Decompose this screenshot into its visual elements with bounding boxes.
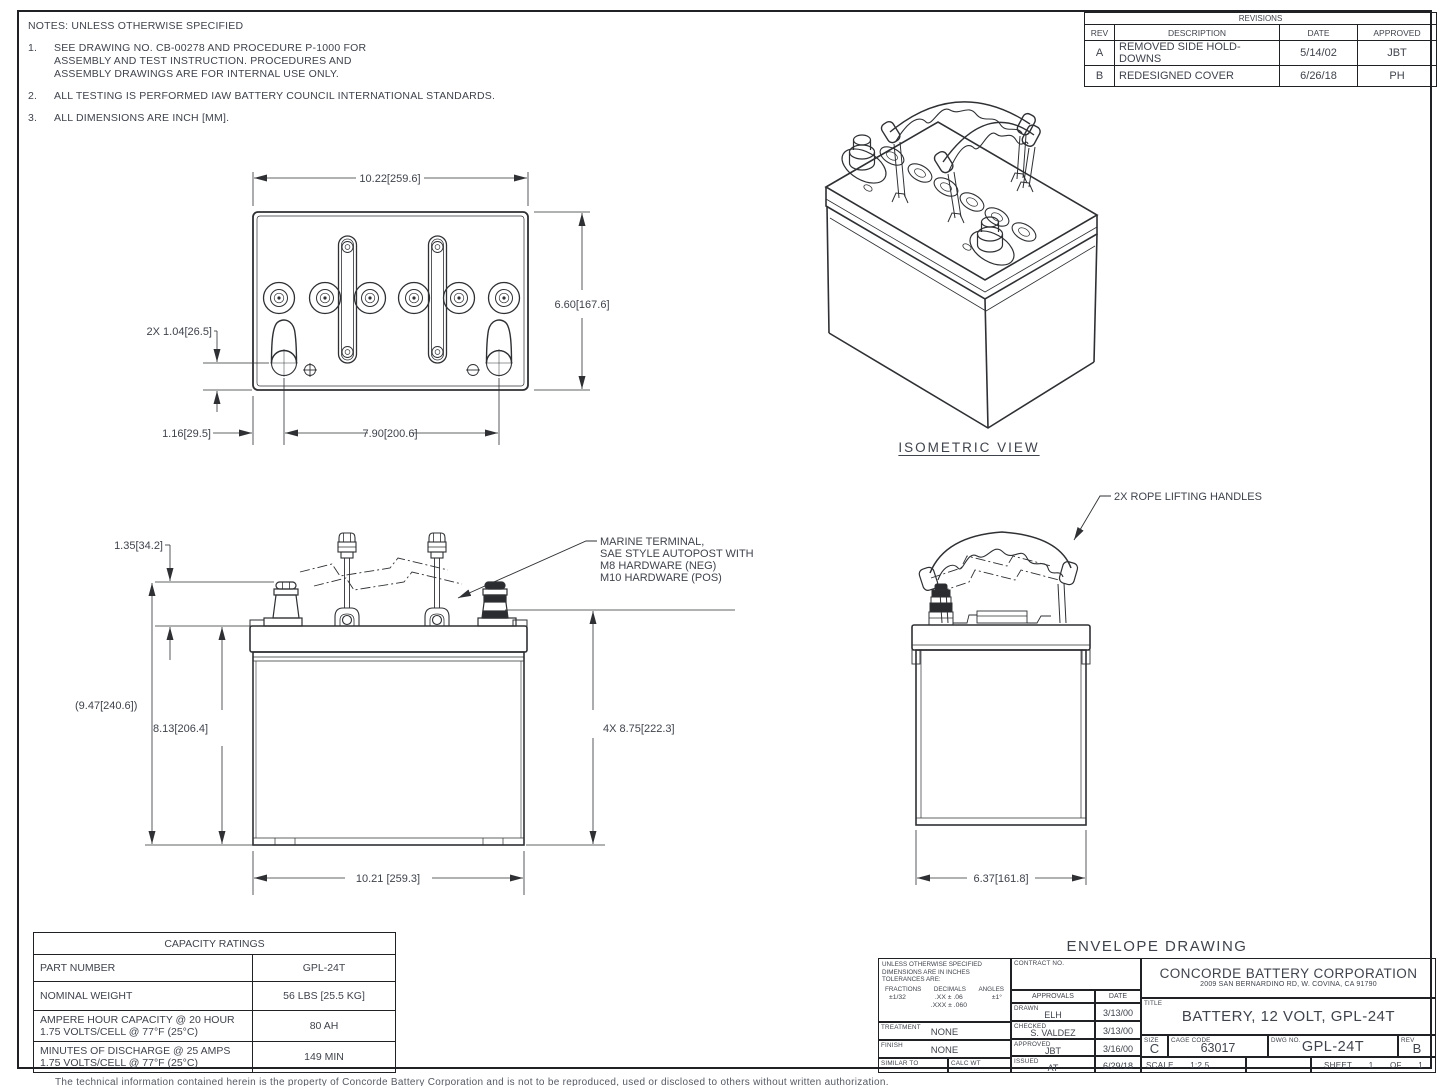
side-view-drawing	[855, 480, 1295, 900]
approved-cell	[1011, 1039, 1095, 1056]
front-view-drawing	[60, 520, 800, 920]
capacity-title: CAPACITY RATINGS	[34, 933, 396, 955]
break-lines	[300, 558, 462, 590]
capacity-label: MINUTES OF DISCHARGE @ 25 AMPS	[40, 1045, 231, 1057]
finish-cell	[878, 1040, 1011, 1058]
company-name: CONCORDE BATTERY CORPORATION	[1159, 966, 1418, 981]
capacity-label: AMPERE HOUR CAPACITY @ 20 HOUR	[40, 1014, 235, 1026]
rev-label: REV	[1401, 1037, 1415, 1044]
table-row	[34, 955, 396, 982]
checked-date: 3/13/00	[1102, 1026, 1134, 1036]
title-block	[878, 958, 1436, 1073]
fractions-value: ±1/32	[889, 993, 906, 1001]
table-row	[34, 1011, 396, 1042]
calc-wt-label: CALC WT	[951, 1060, 981, 1067]
rope-handle-callout	[1074, 491, 1262, 540]
capacity-ratings-table	[33, 932, 396, 1073]
note-number: 3.	[28, 112, 38, 124]
iso-terminal-front	[962, 217, 1020, 272]
approvals-label: APPROVALS	[1032, 993, 1074, 1000]
dim-front-body: 8.13[206.4]	[153, 723, 209, 735]
table-row	[34, 982, 396, 1011]
note-number: 1.	[28, 42, 38, 54]
rev-approved: JBT	[1358, 41, 1437, 66]
rev-description: REMOVED SIDE HOLD-DOWNS	[1115, 41, 1280, 66]
sheet-total: 1	[1418, 1061, 1423, 1070]
note-item	[28, 42, 548, 81]
rev-approved: PH	[1358, 66, 1437, 87]
table-row	[1085, 41, 1437, 66]
treatment-label: TREATMENT	[881, 1024, 921, 1031]
checked-name: S. VALDEZ	[1030, 1028, 1076, 1038]
similar-to-label: SIMILAR TO	[881, 1060, 919, 1067]
drawn-label: DRAWN	[1014, 1005, 1039, 1012]
approved-date-cell	[1095, 1039, 1141, 1056]
issued-label: ISSUED	[1014, 1058, 1039, 1065]
note-item	[28, 90, 548, 103]
dim-side-width: 6.37[161.8]	[973, 873, 1029, 885]
note-text: ALL TESTING IS PERFORMED IAW BATTERY COUNCIL INTERNATIONAL STANDARDS.	[54, 90, 496, 102]
callout-line: M10 HARDWARE (POS)	[600, 572, 722, 584]
tolerance-cell	[878, 958, 1011, 1022]
capacity-sublabel: 1.75 VOLTS/CELL @ 77°F (25°C)	[40, 1026, 198, 1038]
sheet-cell	[1311, 1057, 1436, 1073]
note-item	[28, 112, 548, 125]
cage-code-label: CAGE CODE	[1171, 1037, 1211, 1044]
company-cell	[1141, 958, 1436, 998]
tolerance-line: UNLESS OTHERWISE SPECIFIED	[882, 961, 982, 968]
treatment-cell	[878, 1022, 1011, 1040]
rev-letter: A	[1085, 41, 1115, 66]
positive-mark-icon	[303, 363, 317, 377]
table-row	[1085, 66, 1437, 87]
decimals-xxx-value: .XXX ± .060	[930, 1001, 967, 1009]
rev-value: B	[1412, 1041, 1422, 1056]
approvals-header-cell	[1011, 990, 1095, 1003]
issued-date-cell	[1095, 1056, 1141, 1073]
dwg-no-value: GPL-24T	[1301, 1039, 1365, 1055]
contract-label: CONTRACT NO.	[1014, 960, 1065, 967]
capacity-value: 149 MIN	[253, 1042, 396, 1073]
scale-label: SCALE	[1146, 1061, 1174, 1070]
tolerance-line: DIMENSIONS ARE IN INCHES	[882, 968, 970, 976]
treatment-value: NONE	[930, 1027, 959, 1038]
capacity-value: 56 LBS [25.5 KG]	[253, 982, 396, 1011]
size-label: SIZE	[1144, 1037, 1159, 1044]
dwg-no-label: DWG NO.	[1271, 1037, 1301, 1044]
rev-letter: B	[1085, 66, 1115, 87]
break-lines	[931, 556, 1059, 592]
callout-line: M8 HARDWARE (NEG)	[600, 560, 717, 572]
checked-date-cell	[1095, 1021, 1141, 1039]
finish-value: NONE	[930, 1045, 959, 1056]
checked-label: CHECKED	[1014, 1023, 1047, 1030]
date-header-cell	[1095, 990, 1141, 1003]
dimension-lines	[203, 172, 590, 445]
cover-top-detail	[953, 611, 1051, 623]
drawing-title: BATTERY, 12 VOLT, GPL-24T	[1181, 1008, 1396, 1025]
cage-code-cell	[1168, 1035, 1268, 1057]
note-text: ALL DIMENSIONS ARE INCH [MM].	[54, 112, 230, 124]
dim-front-terminal-top: 4X 8.75[222.3]	[603, 723, 675, 735]
issued-date: 6/29/18	[1102, 1061, 1134, 1071]
front-terminal-right	[478, 582, 516, 626]
title-cell	[1141, 998, 1436, 1035]
dim-front-width: 10.21 [259.3]	[355, 873, 421, 885]
decimals-xx-value: .XX ± .06	[934, 993, 963, 1001]
negative-mark-icon	[466, 365, 480, 376]
scale-value: 1:2.5	[1190, 1061, 1210, 1070]
issued-cell	[1011, 1056, 1095, 1073]
of-label: OF	[1389, 1061, 1402, 1070]
title-label: TITLE	[1144, 1000, 1163, 1007]
capacity-sublabel: 1.75 VOLTS/CELL @ 77°F (25°C)	[40, 1057, 198, 1069]
company-address: 2009 SAN BERNARDINO RD, W. COVINA, CA 91790	[1200, 981, 1377, 988]
date-label: DATE	[1108, 993, 1128, 1000]
cage-code-value: 63017	[1200, 1041, 1236, 1055]
contract-cell	[1011, 958, 1141, 990]
footer-note: The technical information contained herein is the property of Concorde Battery Corporation and is not to be reproduced, used or disclosed to others without written authorization.	[55, 1077, 889, 1086]
size-cell	[1141, 1035, 1168, 1057]
front-terminal-left	[264, 582, 302, 626]
size-value: C	[1149, 1041, 1160, 1056]
scale-cell	[1141, 1057, 1246, 1073]
rev-date: 5/14/02	[1280, 41, 1358, 66]
sheet-number: 1	[1368, 1061, 1374, 1070]
envelope-drawing-heading: ENVELOPE DRAWING	[1066, 938, 1248, 955]
sheet-label: SHEET	[1324, 1061, 1353, 1070]
revisions-col-rev: REV	[1085, 25, 1115, 41]
dim-front-terminal: 1.35[34.2]	[114, 540, 163, 552]
tolerance-line: TOLERANCES ARE:	[882, 976, 941, 983]
side-terminal	[929, 584, 953, 625]
revisions-col-date: DATE	[1280, 25, 1358, 41]
issued-name: AT	[1047, 1063, 1059, 1073]
callout-text: 2X ROPE LIFTING HANDLES	[1114, 491, 1262, 503]
capacity-label: NOMINAL WEIGHT	[40, 990, 133, 1002]
callout-line: SAE STYLE AUTOPOST WITH	[600, 548, 754, 560]
note-number: 2.	[28, 90, 38, 102]
dim-top-width: 10.22[259.6]	[359, 173, 421, 185]
revisions-col-approved: APPROVED	[1358, 25, 1437, 41]
rev-cell	[1398, 1035, 1436, 1057]
dim-top-spacing: 7.90[200.6]	[362, 428, 418, 440]
capacity-label: PART NUMBER	[40, 962, 116, 974]
top-view-drawing	[100, 150, 660, 460]
callout-line: MARINE TERMINAL,	[600, 536, 705, 548]
calc-wt-cell	[948, 1058, 1011, 1073]
notes-title: NOTES: UNLESS OTHERWISE SPECIFIED	[28, 20, 244, 32]
decimals-label: DECIMALS	[933, 985, 967, 993]
dim-front-overall: (9.47[240.6])	[75, 700, 138, 712]
dim-top-offset: 1.16[29.5]	[162, 428, 211, 440]
drawn-name: ELH	[1044, 1010, 1062, 1020]
dim-top-hole: 2X 1.04[26.5]	[146, 326, 212, 338]
note-text: SEE DRAWING NO. CB-00278 AND PROCEDURE P-1000 FOR ASSEMBLY AND TEST INSTRUCTION. PROCEDURES AND ASSEMBLY DRAWINGS ARE FOR INTERNAL USE ONLY.	[54, 42, 367, 80]
blank-cell	[1246, 1057, 1311, 1073]
front-handle-posts	[335, 533, 449, 626]
revisions-table	[1084, 12, 1437, 87]
isometric-view-label: ISOMETRIC VIEW	[898, 440, 1040, 455]
approved-name: JBT	[1044, 1046, 1061, 1056]
angles-label: ANGLES	[978, 985, 1004, 993]
capacity-value: GPL-24T	[253, 955, 396, 982]
approved-date: 3/16/00	[1102, 1044, 1134, 1054]
similar-to-cell	[878, 1058, 948, 1073]
rev-date: 6/26/18	[1280, 66, 1358, 87]
fractions-label: FRACTIONS	[885, 985, 922, 993]
approved-label: APPROVED	[1014, 1041, 1051, 1048]
dim-top-height: 6.60[167.6]	[554, 299, 610, 311]
iso-rear-handle	[880, 102, 1037, 203]
notes-block	[28, 20, 548, 125]
angles-value: ±1°	[991, 993, 1002, 1001]
finish-label: FINISH	[881, 1042, 903, 1049]
isometric-view-drawing	[780, 70, 1120, 470]
dimension-lines	[145, 545, 735, 895]
drawn-date: 3/13/00	[1102, 1008, 1134, 1018]
revisions-col-description: DESCRIPTION	[1115, 25, 1280, 41]
rev-description: REDESIGNED COVER	[1115, 66, 1280, 87]
drawn-date-cell	[1095, 1003, 1141, 1021]
terminal-pads	[270, 320, 513, 377]
iso-terminal-left	[836, 135, 892, 193]
table-row	[34, 1042, 396, 1073]
vent-caps	[264, 283, 520, 314]
capacity-value: 80 AH	[253, 1011, 396, 1042]
dwg-no-cell	[1268, 1035, 1398, 1057]
checked-cell	[1011, 1021, 1095, 1039]
drawn-cell	[1011, 1003, 1095, 1021]
revisions-title: REVISIONS	[1085, 13, 1437, 25]
